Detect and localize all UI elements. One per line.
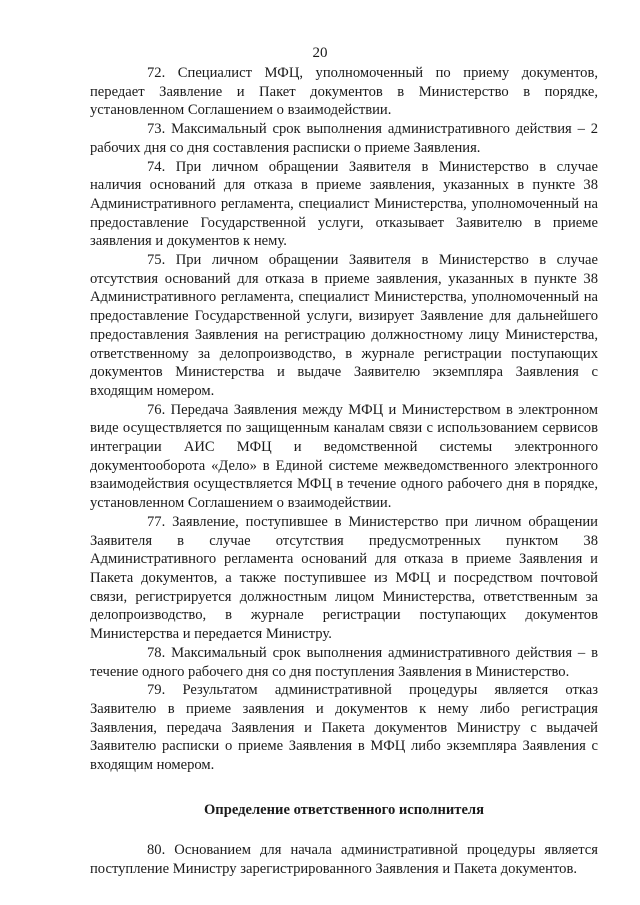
paragraph-76: 76. Передача Заявления между МФЦ и Министерством в электронном виде осуществляется по защищенным каналам связи с использованием сервисов интеграции АИС МФЦ и ведомственной системы электронного документооборота «Дело» в Единой системе межведомственного электронного взаимодействия осуществляется МФЦ в течение одного рабочего дня в порядке, установленном Соглашением о взаимодействии. bbox=[90, 401, 598, 512]
document-body bbox=[90, 64, 598, 879]
paragraph-73: 73. Максимальный срок выполнения административного действия – 2 рабочих дня со дня составления расписки о приеме Заявления. bbox=[90, 121, 598, 156]
paragraph-79: 79. Результатом административной процедуры является отказ Заявителю в приеме заявления и документов к нему либо регистрация Заявления, передача Заявления и Пакета документов Министру с выдачей Заявителю расписки о приеме Заявления в МФЦ либо экземпляра Заявления с входящим номером. bbox=[90, 682, 598, 774]
paragraph-72: 72. Специалист МФЦ, уполномоченный по приему документов, передает Заявление и Пакет документов в Министерство в порядке, установленном Соглашением о взаимодействии. bbox=[90, 65, 598, 119]
paragraph-78: 78. Максимальный срок выполнения административного действия – в течение одного рабочего дня со дня поступления Заявления в Министерство. bbox=[90, 644, 598, 680]
paragraph-74: 74. При личном обращении Заявителя в Министерство в случае наличия оснований для отказа в приеме заявления, указанных в пункте 38 Административного регламента, специалист Министерства, уполномоченный на предоставление Государственной услуги, отказывает Заявителю в приеме заявления и документов к нему. bbox=[90, 158, 598, 250]
paragraph-77: 77. Заявление, поступившее в Министерство при личном обращении Заявителя в случае отсутствия предусмотренных пунктом 38 Административного регламента оснований для отказа в приеме Заявления и Пакета документов, а также поступившее из МФЦ и посредством почтовой связи, регистрируется должностным лицом Министерства, ответственным за делопроизводство, в журнале регистрации поступающих документов Министерства и передается Министру. bbox=[90, 513, 598, 643]
page-number: 20 bbox=[312, 45, 328, 61]
paragraph-80: 80. Основанием для начала административной процедуры является поступление Министру зарегистрированного Заявления и Пакета документов. bbox=[90, 842, 598, 878]
paragraph-75: 75. При личном обращении Заявителя в Министерство в случае отсутствия оснований для отказа в приеме заявления, указанных в пункте 38 Административного регламента, специалист Министерства, уполномоченный на предоставление Государственной услуги, визирует Заявление для дальнейшего предоставления Заявления на регистрацию должностному лицу Министерства, ответственному за делопроизводство, в журнале регистрации поступающих документов Министерства и выдаче Заявителю экземпляра Заявления с входящим номером. bbox=[90, 252, 598, 399]
section-heading: Определение ответственного исполнителя bbox=[203, 801, 485, 818]
